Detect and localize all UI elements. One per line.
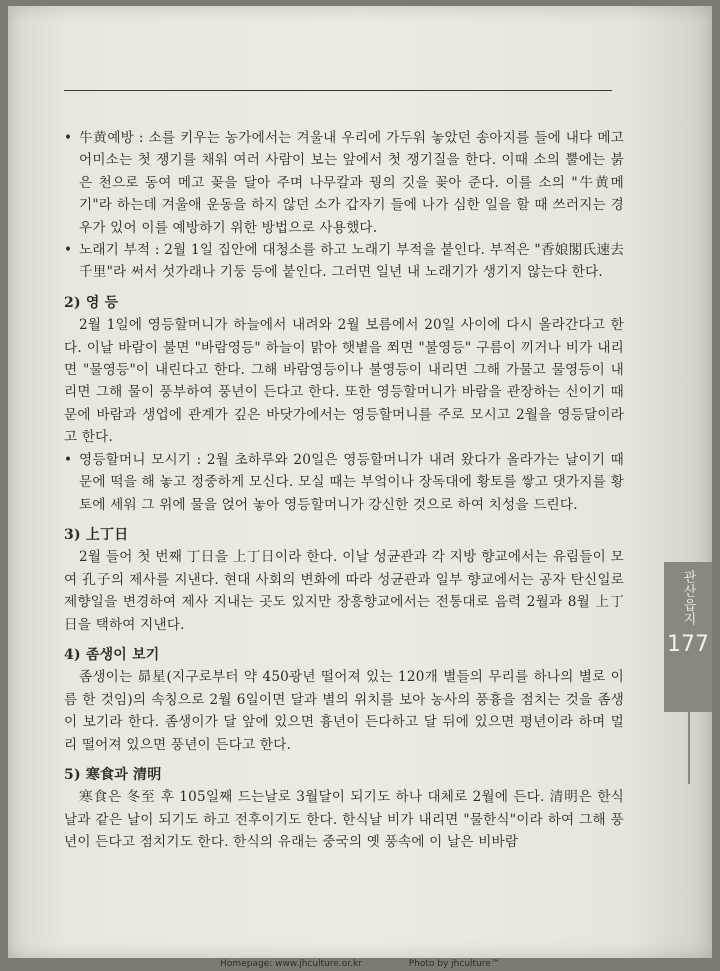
- bullet-dot: •: [64, 242, 73, 259]
- section-paragraph: 좀생이는 昴星(지구로부터 약 450광년 떨어져 있는 120개 별들의 무리를 하나의 별로 이름 한 것임)의 속칭으로 2월 6일이면 달과 별의 위치를 보아 농사의 풍흉을 점치는 것을 좀생이 보기라 한다. 좀생이가 달 앞에 있으면 흉년이 든다하고 달 뒤에 있으면 평년이라 하며 멀리 떨어져 있으면 풍년이 든다고 한다.: [64, 669, 624, 753]
- section-heading-yeongdeung: 2) 영 등: [64, 294, 119, 311]
- section-heading-jomsaengi: 4) 좀생이 보기: [64, 646, 160, 663]
- homepage-credit: Homepage: www.jhculture.or.kr: [220, 959, 362, 969]
- section-heading-hansik: 5) 寒食과 清明: [64, 766, 162, 783]
- top-rule: [64, 90, 612, 91]
- bullet-ox-prevention: [64, 127, 624, 239]
- photo-credit: Photo by jhculture™: [408, 959, 500, 969]
- bullet-text: 牛黄예방 : 소를 키우는 농가에서는 겨울내 우리에 가두워 놓았던 송아지를 들에 내다 메고 어미소는 첫 쟁기를 채워 여러 사람이 보는 앞에서 첫 쟁기질을 한다. 이때 소의 뿔에는 붉은 천으로 동여 메고 꽂을 달아 주며 나무칼과 꿩의 깃을 꽂아 준다. 이를 소의 "牛黄메기"라 하는데 겨울애 운동을 하지 않던 소가 갑자기 들에 나가 심한 일을 할 때 쓰러지는 경우가 있어 이를 예방하기 위한 방법으로 사용했다.: [79, 130, 624, 236]
- book-page: [8, 6, 712, 958]
- bullet-yeongdeung-ritual: [64, 449, 624, 516]
- photo-credit-footer: [0, 958, 720, 971]
- bullet-dot: •: [64, 130, 73, 146]
- page-number: 177: [667, 632, 709, 657]
- bullet-millipede-charm: [64, 239, 624, 284]
- section-paragraph: 2월 1일에 영등할머니가 하늘에서 내려와 2월 보름에서 20일 사이에 다시 올라간다고 한다. 이날 바람이 불면 "바람영등" 하늘이 맑아 햇볕을 쬐면 "불영등" 구름이 끼거나 비가 내리면 "물영등"이 내린다고 한다. 그해 바람영등이나 불영등이 내리면 그해 가물고 물영등이 내리면 그해 물이 풍부하여 풍년이 든다고 한다. 또한 영등할머니가 바람을 관장하는 신이기 때문에 바람과 생업에 관계가 깊은 바닷가에서는 영등할머니를 주로 모시고 2월을 영등달이라고 한다.: [64, 317, 624, 446]
- bullet-text: 영등할머니 모시기 : 2월 초하루와 20일은 영등할머니가 내려 왔다가 올라가는 날이기 때문에 떡을 해 놓고 정중하게 모신다. 모실 때는 부엌이나 장독대에 황토를 쌓고 댓가지를 황토에 세워 그 위에 물을 얹어 놓아 영등할머니가 강신한 것으로 하여 치성을 드린다.: [79, 451, 624, 513]
- section-heading-sangjeongil: 3) 上丁日: [64, 526, 129, 543]
- bullet-text: 노래기 부적 : 2월 1일 집안에 대청소를 하고 노래기 부적을 붙인다. 부적은 "香娘閣氏速去千里"라 써서 섯가래나 기둥 등에 붙인다. 그러면 일년 내 노래기가 생기지 않는다 한다.: [79, 242, 624, 281]
- section-paragraph: 2월 들어 첫 번째 丁日을 上丁日이라 한다. 이날 성균관과 각 지방 향교에서는 유림들이 모여 孔子의 제사를 지낸다. 현대 사회의 변화에 따라 성균관과 일부 향교에서는 공자 탄신일로 제향일을 변경하여 제사 지내는 곳도 있지만 장흥향교에서는 전통대로 음력 2월과 8월 上丁日을 택하여 지낸다.: [64, 549, 624, 633]
- section-paragraph: 寒食은 冬至 후 105일째 드는날로 3월달이 되기도 하나 대체로 2월에 든다. 清明은 한식날과 같은 날이 되기도 하고 전후이기도 한다. 한식날 비가 내리면 "물한식"이라 하여 그해 풍년이 든다고 점치기도 한다. 한식의 유래는 중국의 옛 풍속에 이 날은 비바람: [64, 789, 624, 851]
- side-rule: [688, 674, 690, 784]
- bullet-dot: •: [64, 451, 73, 468]
- page-body: [64, 127, 624, 854]
- chapter-label: 관산읍지: [680, 570, 696, 626]
